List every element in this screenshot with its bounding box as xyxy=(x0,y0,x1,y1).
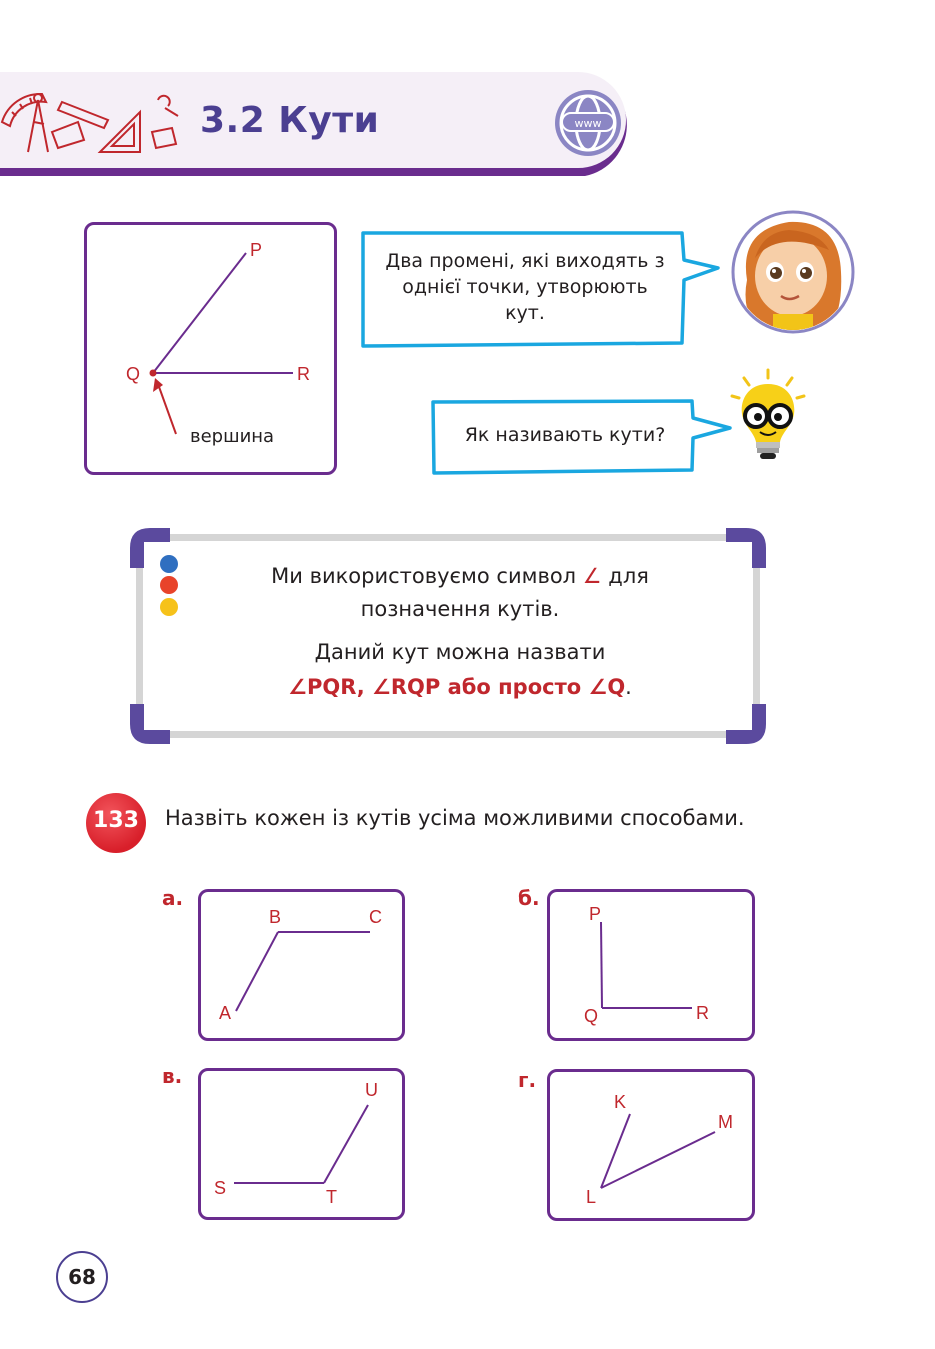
girl-bubble-text: Два промені, які виходять з однієї точки, утворюють кут. xyxy=(385,250,665,324)
exercise-b-point-p: P xyxy=(589,904,602,924)
page-title: 3.2 Кути xyxy=(200,100,380,141)
board-line-1-start: Ми використовуємо символ xyxy=(271,564,583,588)
point-u-label: U xyxy=(365,1080,378,1100)
board-line-3: Даний кут можна назвати xyxy=(314,640,606,664)
exercise-b-point-r: R xyxy=(696,1003,709,1023)
point-b-label: B xyxy=(269,907,282,927)
angle-names: ∠PQR, ∠RQP або просто ∠Q xyxy=(288,675,626,699)
point-k-label: K xyxy=(614,1092,627,1112)
point-l-label: L xyxy=(586,1187,597,1207)
board-line-4 xyxy=(180,672,740,702)
point-c-label: C xyxy=(369,907,382,927)
point-t-label: T xyxy=(326,1187,337,1207)
point-m-label: M xyxy=(718,1112,733,1132)
part-d-label: г. xyxy=(518,1068,537,1092)
exercise-b-angle xyxy=(547,889,755,1041)
board-line-2: позначення кутів. xyxy=(360,597,560,621)
task-number-badge: 133 xyxy=(86,793,146,853)
point-a-label: A xyxy=(219,1003,232,1023)
bulb-bubble-text: Як називають кути? xyxy=(464,424,666,446)
part-b-label: б. xyxy=(518,886,540,910)
exercise-d-angle xyxy=(547,1069,755,1221)
angle-symbol: ∠ xyxy=(582,564,602,588)
task-text: Назвіть кожен із кутів усіма можливими способами. xyxy=(165,806,745,830)
point-q-label: Q xyxy=(126,364,141,384)
part-c-label: в. xyxy=(162,1064,183,1088)
point-r-label: R xyxy=(297,364,310,384)
lightbulb-icon xyxy=(730,368,806,464)
point-p-label: P xyxy=(250,240,263,260)
vertex-label: вершина xyxy=(190,426,275,447)
web-badge-text: www xyxy=(574,117,602,130)
board-line-1-end: для xyxy=(601,564,649,588)
part-a-label: а. xyxy=(162,886,184,910)
board-line-1 xyxy=(180,561,740,591)
web-link-icon[interactable] xyxy=(553,88,623,158)
girl-avatar-icon xyxy=(729,210,857,334)
exercise-b-point-q: Q xyxy=(584,1006,599,1026)
page-number: 68 xyxy=(56,1251,108,1303)
math-tools-icon xyxy=(0,82,190,162)
point-s-label: S xyxy=(214,1178,227,1198)
board-line-4-period: . xyxy=(625,675,632,699)
